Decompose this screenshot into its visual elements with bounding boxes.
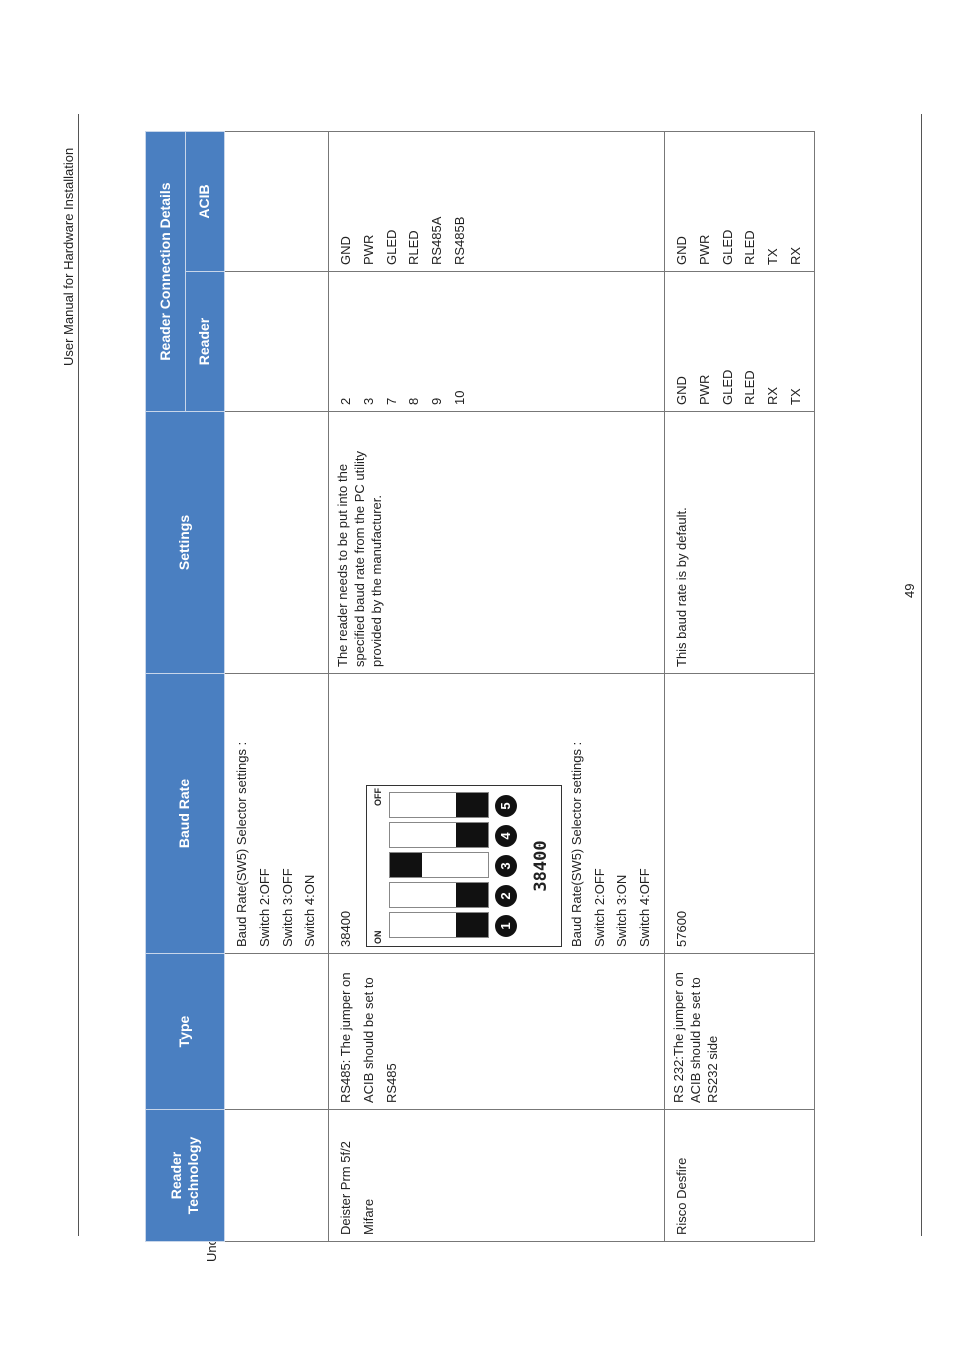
dip-number-5: 5 — [495, 795, 517, 817]
acib-pin: GND — [674, 236, 689, 265]
reader-pin: 8 — [406, 397, 422, 405]
header-baud-rate: Baud Rate — [146, 674, 225, 954]
cell-baud-rate — [329, 674, 665, 954]
cell-baud-rate — [665, 674, 815, 954]
baud-line: Switch 4:OFF — [637, 868, 652, 947]
reader-pin: 10 — [451, 390, 467, 405]
dip-number-4: 4 — [495, 825, 517, 847]
dip-knob — [456, 883, 488, 907]
cell-technology: Deister Prm 5f/2 Mifare — [329, 1110, 665, 1242]
baud-line: Switch 2:OFF — [591, 868, 607, 947]
cell-settings: The reader needs to be put into the specified baud rate from the PC utility provided by the manufacturer. — [329, 412, 665, 674]
dip-caption: 38400 — [530, 840, 551, 892]
reader-pin: GND — [674, 376, 689, 405]
dip-knob — [456, 823, 488, 847]
reader-pin: 7 — [383, 397, 399, 405]
cell-settings: This baud rate is by default. — [665, 412, 815, 674]
dip-switch-4 — [389, 822, 489, 848]
dip-number-2: 2 — [495, 885, 517, 907]
acib-pin: PWR — [360, 234, 376, 265]
header-reader-connection-details: Reader Connection Details — [146, 132, 186, 412]
cell-type — [225, 954, 329, 1110]
header-rule — [78, 114, 79, 1236]
acib-pin: RLED — [406, 230, 422, 265]
acib-pin: RX — [787, 246, 803, 265]
baud-line: Switch 3:OFF — [279, 868, 295, 947]
reader-pin: 9 — [429, 397, 444, 405]
baud-line: Baud Rate(SW5) Selector settings : — [568, 741, 584, 947]
acib-pin: GND — [338, 236, 353, 265]
header-type: Type — [146, 954, 225, 1110]
acib-pin: RLED — [742, 230, 758, 265]
dip-switch-3 — [389, 852, 489, 878]
baud-line: Switch 4:ON — [302, 874, 318, 947]
acib-pin: RS485A — [429, 216, 444, 265]
dip-switch-diagram — [366, 785, 562, 947]
table-row — [329, 132, 665, 1242]
reader-pin: TX — [787, 388, 803, 405]
dip-off-label: OFF — [372, 788, 383, 806]
header-reader-technology: Reader Technology — [146, 1110, 225, 1242]
header-acib: ACIB — [186, 132, 225, 272]
reader-pin: 2 — [338, 397, 353, 405]
cell-acib — [665, 132, 815, 272]
dip-switch-5 — [389, 792, 489, 818]
cell-technology — [225, 1110, 329, 1242]
reader-pin: PWR — [696, 374, 712, 405]
footer-rule — [921, 114, 922, 1236]
acib-pin: GLED — [719, 229, 735, 265]
baud-line: Switch 2:OFF — [256, 868, 272, 947]
cell-baud-rate — [225, 674, 329, 954]
cell-type: RS 232:The jumper on ACIB should be set to RS232 side — [665, 954, 815, 1110]
connection-table-container — [145, 132, 808, 1242]
dip-knob — [456, 913, 488, 937]
dip-switch-1 — [389, 912, 489, 938]
cell-reader — [329, 272, 665, 412]
dip-number-1: 1 — [495, 915, 517, 937]
dip-knob — [390, 853, 422, 877]
cell-technology: Risco Desfire — [665, 1110, 815, 1242]
baud-line: Switch 3:ON — [614, 874, 630, 947]
acib-pin: GLED — [383, 229, 399, 265]
cell-type: RS485: The jumper on ACIB should be set to RS485 — [329, 954, 665, 1110]
header-reader: Reader — [186, 272, 225, 412]
baud-value: 38400 — [338, 910, 353, 947]
page-number: 49 — [902, 583, 917, 598]
cell-settings — [225, 412, 329, 674]
reader-pin: RLED — [742, 370, 758, 405]
header-title: User Manual for Hardware Installation — [61, 147, 76, 366]
dip-knob — [456, 793, 488, 817]
cell-acib — [225, 132, 329, 272]
cell-reader — [225, 272, 329, 412]
acib-pin: TX — [765, 248, 780, 265]
acib-pin: PWR — [696, 234, 712, 265]
table-row — [665, 132, 815, 1242]
reader-connection-table — [145, 131, 815, 1242]
acib-pin: RS485B — [451, 216, 467, 265]
reader-pin: 3 — [360, 397, 376, 405]
header-settings: Settings — [146, 412, 225, 674]
cell-reader — [665, 272, 815, 412]
dip-on-label: ON — [372, 930, 383, 944]
dip-switch-2 — [389, 882, 489, 908]
reader-pin: RX — [765, 386, 780, 405]
baud-line: 57600 — [674, 910, 689, 947]
table-row — [225, 132, 329, 1242]
reader-pin: GLED — [719, 369, 735, 405]
baud-line: Baud Rate(SW5) Selector settings : — [234, 741, 249, 947]
dip-number-3: 3 — [495, 855, 517, 877]
cell-acib — [329, 132, 665, 272]
